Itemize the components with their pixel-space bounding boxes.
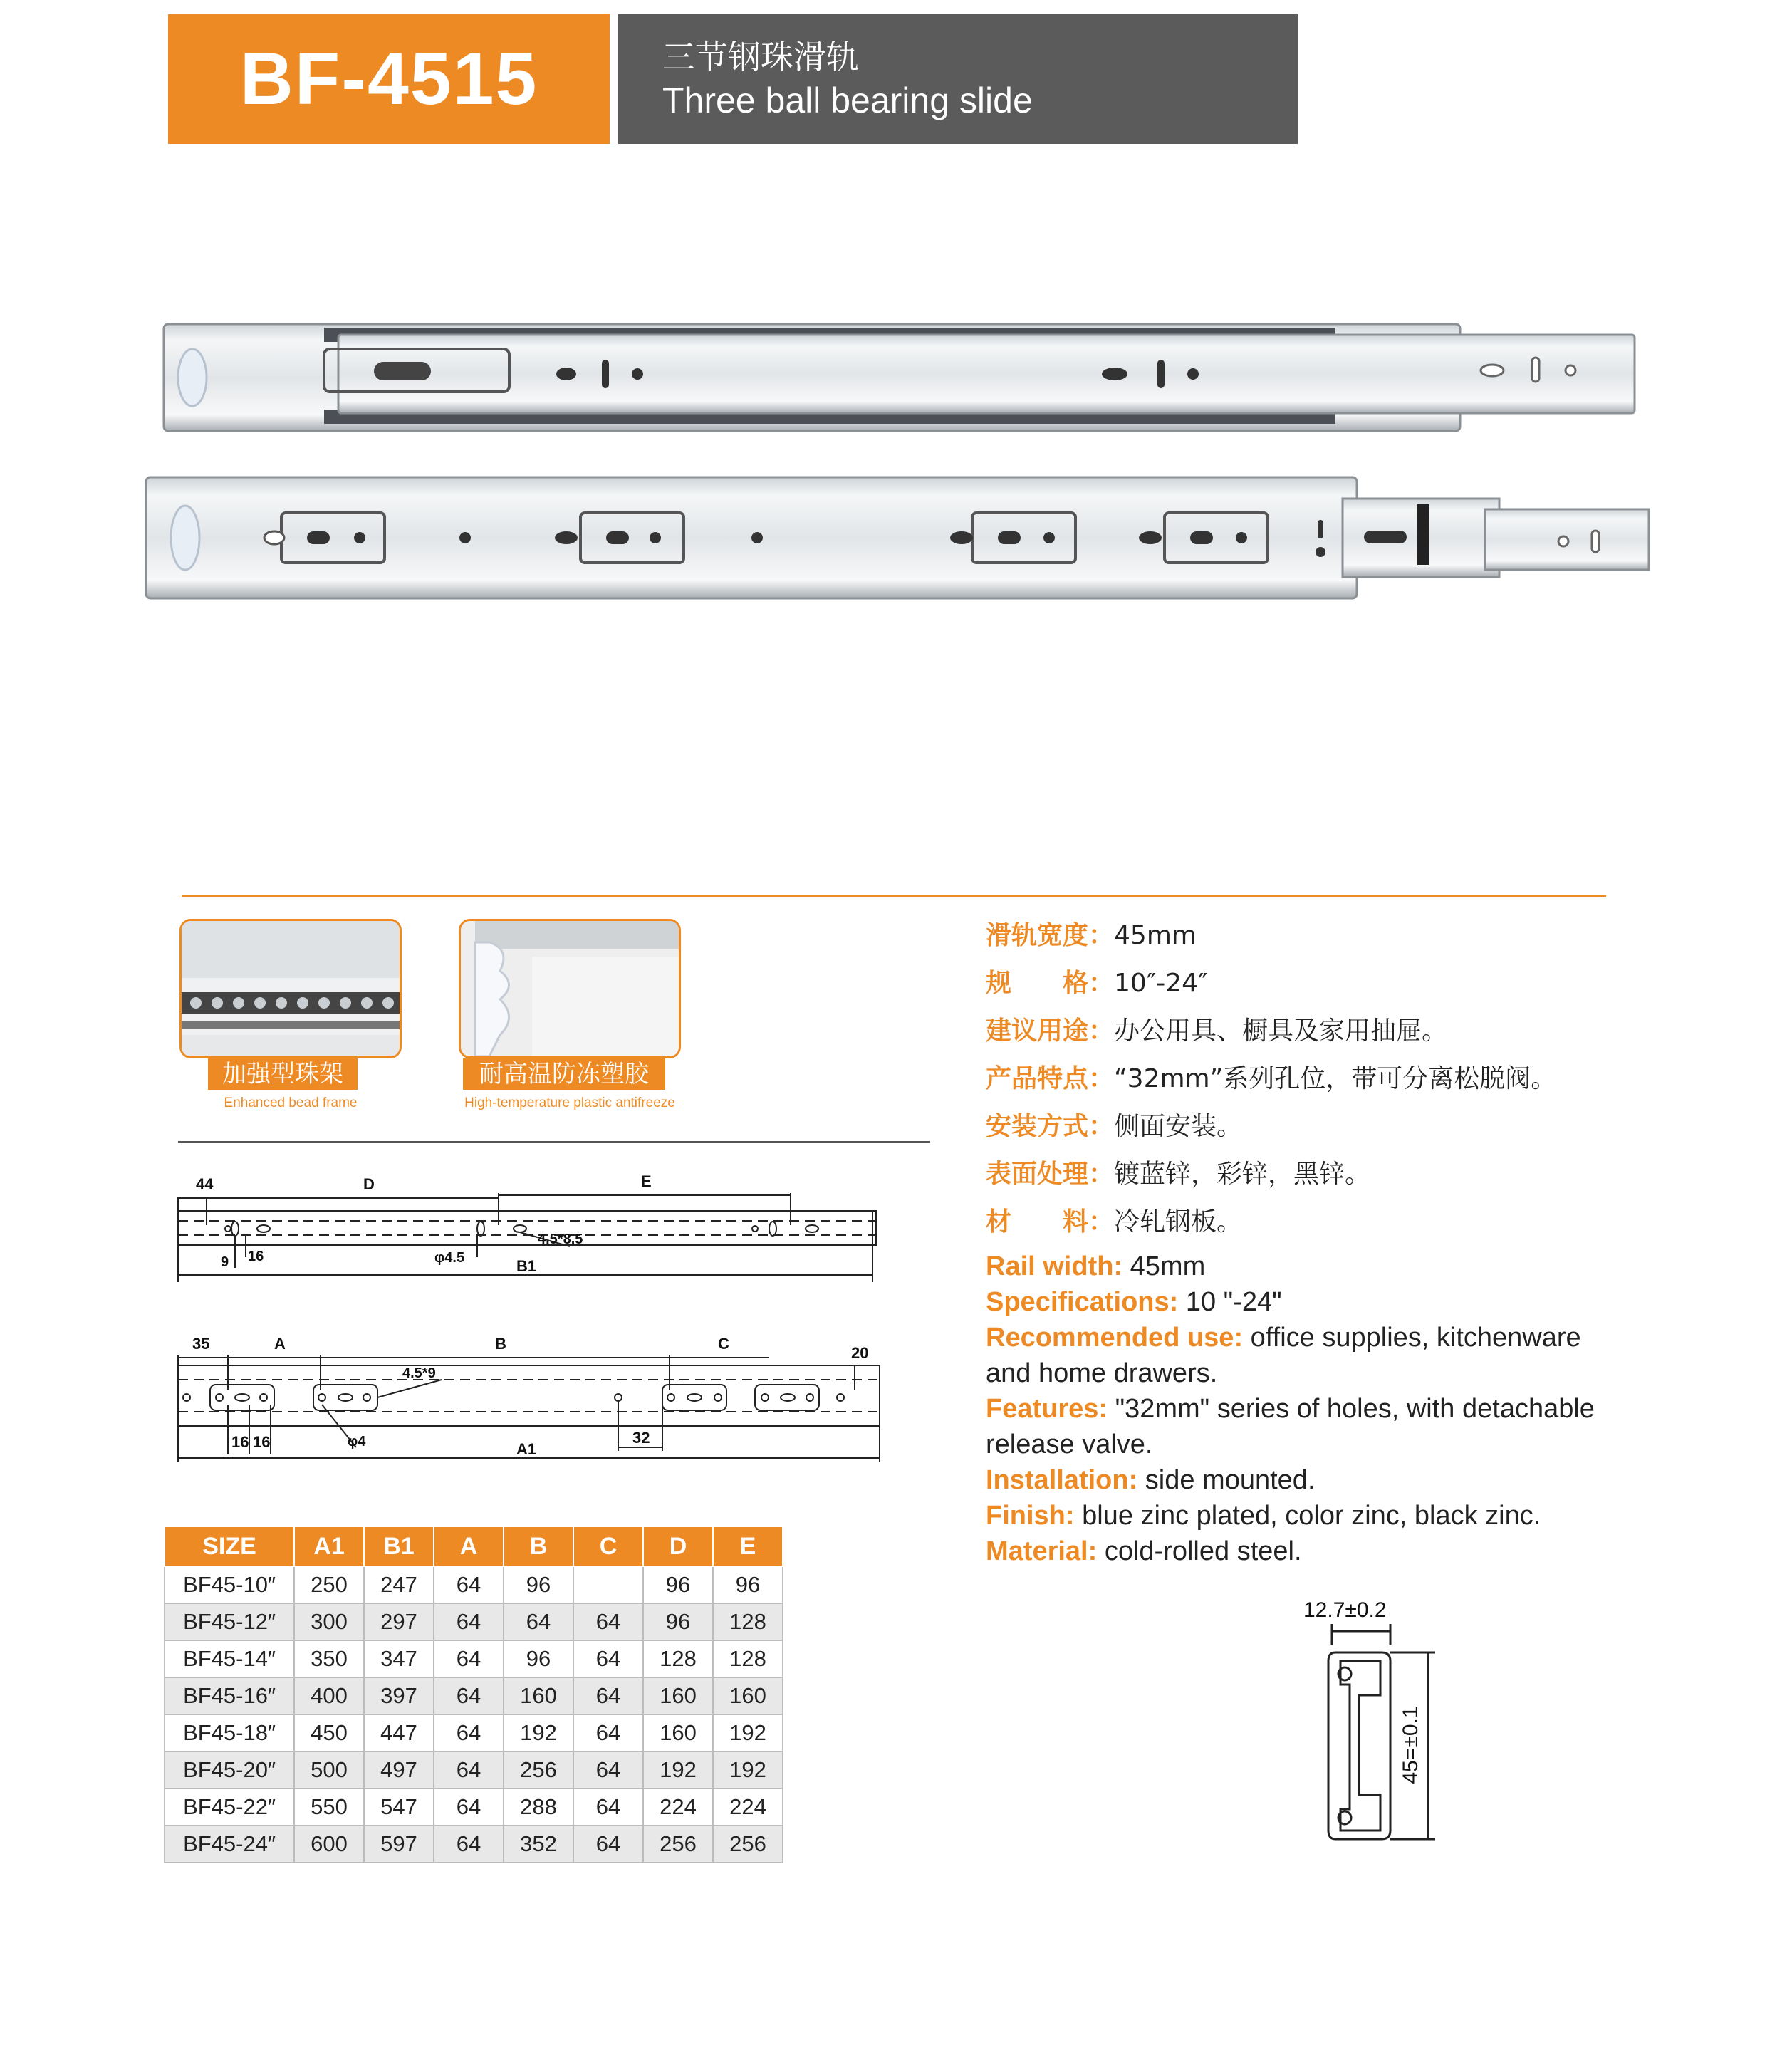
cell: 350 bbox=[294, 1640, 364, 1677]
spec-cn-install bbox=[986, 1106, 1698, 1154]
spec-cn-width bbox=[986, 915, 1698, 963]
cell: BF45-18″ bbox=[165, 1714, 294, 1751]
spec-en-width bbox=[986, 1249, 1627, 1284]
size-table bbox=[164, 1526, 783, 1863]
spec-en-install bbox=[986, 1462, 1627, 1498]
feature-sub-bead-frame: Enhanced bead frame bbox=[224, 1095, 358, 1110]
cell: 64 bbox=[573, 1714, 643, 1751]
dim-44: 44 bbox=[196, 1175, 214, 1193]
cell: 160 bbox=[713, 1677, 783, 1714]
bead-frame-thumbnail bbox=[179, 919, 402, 1058]
dim-35: 35 bbox=[192, 1335, 210, 1353]
spec-en-size bbox=[986, 1284, 1627, 1320]
cell: 500 bbox=[294, 1751, 364, 1789]
model-number: BF-4515 bbox=[239, 38, 538, 120]
cell: 300 bbox=[294, 1603, 364, 1640]
section-height-label: 45=±0.1 bbox=[1399, 1706, 1422, 1784]
cell: 347 bbox=[364, 1640, 434, 1677]
cell: 64 bbox=[434, 1640, 504, 1677]
dim-16-right: 16 bbox=[253, 1433, 271, 1451]
spec-key: 安装方式： bbox=[986, 1112, 1115, 1141]
col-d: D bbox=[643, 1526, 713, 1566]
spec-key: Specifications: bbox=[986, 1287, 1179, 1317]
cell: 247 bbox=[364, 1566, 434, 1603]
cell: 64 bbox=[434, 1826, 504, 1863]
spec-list-chinese bbox=[986, 915, 1698, 1249]
spec-value: 45mm bbox=[1114, 921, 1197, 950]
cell: BF45-10″ bbox=[165, 1566, 294, 1603]
col-b1: B1 bbox=[364, 1526, 434, 1566]
spec-value: "32mm" series of holes, with detachable release valve. bbox=[986, 1394, 1595, 1459]
spec-value: 侧面安装。 bbox=[1114, 1112, 1243, 1141]
cell: 224 bbox=[713, 1789, 783, 1826]
spec-value: 冷轧钢板。 bbox=[1114, 1207, 1243, 1237]
cell: 64 bbox=[573, 1789, 643, 1826]
spec-value: office supplies, kitchenware and home drawers. bbox=[986, 1323, 1581, 1388]
dim-E: E bbox=[641, 1172, 652, 1190]
dim-B1: B1 bbox=[516, 1257, 537, 1275]
dim-phi4: φ4 bbox=[348, 1434, 366, 1449]
drawing-inner-rail bbox=[171, 1168, 883, 1296]
cell: 160 bbox=[643, 1714, 713, 1751]
dim-A: A bbox=[274, 1335, 286, 1353]
spec-cn-size bbox=[986, 963, 1698, 1011]
cell: 64 bbox=[573, 1826, 643, 1863]
dim-16-left: 16 bbox=[231, 1433, 249, 1451]
drawing-divider bbox=[178, 1141, 930, 1143]
spec-value: “32mm”系列孔位，带可分离松脱阀。 bbox=[1114, 1064, 1557, 1093]
spec-value: 办公用具、橱具及家用抽屉。 bbox=[1114, 1016, 1448, 1046]
spec-key: Rail width: bbox=[986, 1251, 1123, 1281]
drawing-outer-rail bbox=[171, 1326, 883, 1469]
table-row bbox=[165, 1640, 783, 1677]
cell: 192 bbox=[713, 1751, 783, 1789]
spec-key: 规 格： bbox=[986, 969, 1115, 998]
cell: 64 bbox=[573, 1677, 643, 1714]
plastic-thumbnail bbox=[459, 919, 681, 1058]
spec-en-material bbox=[986, 1534, 1627, 1569]
cell: 288 bbox=[504, 1789, 573, 1826]
rail-extended bbox=[146, 477, 1649, 598]
spec-key: 建议用途： bbox=[986, 1016, 1115, 1046]
spec-value: 45mm bbox=[1122, 1251, 1206, 1281]
table-row bbox=[165, 1566, 783, 1603]
table-row bbox=[165, 1751, 783, 1789]
section-divider bbox=[182, 895, 1606, 897]
spec-value: 10″-24″ bbox=[1114, 969, 1208, 998]
cell: 497 bbox=[364, 1751, 434, 1789]
cell: 96 bbox=[504, 1566, 573, 1603]
cell: 192 bbox=[713, 1714, 783, 1751]
table-row bbox=[165, 1826, 783, 1863]
cell: 128 bbox=[643, 1640, 713, 1677]
spec-value: 镀蓝锌，彩锌，黑锌。 bbox=[1114, 1160, 1371, 1189]
title-chinese: 三节钢珠滑轨 bbox=[662, 38, 859, 76]
cell: 96 bbox=[713, 1566, 783, 1603]
col-b: B bbox=[504, 1526, 573, 1566]
cell: 352 bbox=[504, 1826, 573, 1863]
cell: 550 bbox=[294, 1789, 364, 1826]
cell: 64 bbox=[434, 1566, 504, 1603]
cell: 64 bbox=[434, 1603, 504, 1640]
dim-9: 9 bbox=[221, 1254, 229, 1270]
rail-closed bbox=[164, 324, 1635, 431]
cell: BF45-20″ bbox=[165, 1751, 294, 1789]
cell: 96 bbox=[643, 1566, 713, 1603]
title-english: Three ball bearing slide bbox=[662, 80, 1033, 120]
spec-key: 滑轨宽度： bbox=[986, 921, 1115, 950]
cell: 297 bbox=[364, 1603, 434, 1640]
table-header-row bbox=[165, 1526, 783, 1566]
spec-key: 表面处理： bbox=[986, 1160, 1115, 1189]
spec-cn-features bbox=[986, 1058, 1698, 1106]
cell: 256 bbox=[713, 1826, 783, 1863]
col-a: A bbox=[434, 1526, 504, 1566]
cell: 128 bbox=[713, 1640, 783, 1677]
dim-16: 16 bbox=[248, 1249, 264, 1264]
spec-value: cold-rolled steel. bbox=[1097, 1536, 1302, 1566]
table-row bbox=[165, 1789, 783, 1826]
col-e: E bbox=[713, 1526, 783, 1566]
spec-cn-material bbox=[986, 1202, 1698, 1249]
dim-C: C bbox=[718, 1335, 729, 1353]
cell: 64 bbox=[504, 1603, 573, 1640]
spec-key: 材 料： bbox=[986, 1207, 1115, 1237]
cell: 64 bbox=[573, 1751, 643, 1789]
spec-cn-finish bbox=[986, 1154, 1698, 1202]
spec-en-features bbox=[986, 1391, 1627, 1462]
spec-value: side mounted. bbox=[1137, 1465, 1316, 1495]
spec-cn-use bbox=[986, 1011, 1698, 1058]
cell: 250 bbox=[294, 1566, 364, 1603]
spec-key: 产品特点： bbox=[986, 1064, 1115, 1093]
cell: 64 bbox=[434, 1714, 504, 1751]
cell: 224 bbox=[643, 1789, 713, 1826]
cell: 397 bbox=[364, 1677, 434, 1714]
cell: 64 bbox=[434, 1789, 504, 1826]
col-a1: A1 bbox=[294, 1526, 364, 1566]
cell: BF45-14″ bbox=[165, 1640, 294, 1677]
spec-en-finish bbox=[986, 1498, 1627, 1534]
col-c: C bbox=[573, 1526, 643, 1566]
cell: 192 bbox=[643, 1751, 713, 1789]
cell: 96 bbox=[643, 1603, 713, 1640]
cell: 64 bbox=[434, 1677, 504, 1714]
cell: 64 bbox=[573, 1603, 643, 1640]
cell: 450 bbox=[294, 1714, 364, 1751]
cell: BF45-16″ bbox=[165, 1677, 294, 1714]
spec-value: 10 "-24" bbox=[1178, 1287, 1282, 1317]
col-size: SIZE bbox=[165, 1526, 294, 1566]
spec-key: Recommended use: bbox=[986, 1323, 1244, 1353]
spec-en-use bbox=[986, 1320, 1627, 1391]
dim-D: D bbox=[363, 1175, 375, 1193]
spec-value: blue zinc plated, color zinc, black zinc. bbox=[1074, 1501, 1541, 1531]
dim-A1: A1 bbox=[516, 1440, 537, 1458]
cell: 600 bbox=[294, 1826, 364, 1863]
spec-key: Material: bbox=[986, 1536, 1098, 1566]
feature-sub-plastic: High-temperature plastic antifreeze bbox=[464, 1095, 675, 1110]
cell: BF45-22″ bbox=[165, 1789, 294, 1826]
table-row bbox=[165, 1714, 783, 1751]
cell: BF45-12″ bbox=[165, 1603, 294, 1640]
spec-key: Finish: bbox=[986, 1501, 1075, 1531]
cell: 256 bbox=[504, 1751, 573, 1789]
product-photo bbox=[132, 306, 1656, 620]
cross-section-drawing bbox=[1296, 1595, 1481, 1866]
cell: 160 bbox=[504, 1677, 573, 1714]
dim-slot-4-5x9: 4.5*9 bbox=[402, 1365, 436, 1381]
cell: 192 bbox=[504, 1714, 573, 1751]
spec-key: Features: bbox=[986, 1394, 1108, 1424]
cell: 64 bbox=[573, 1640, 643, 1677]
feature-label-bead-frame: 加强型珠架 bbox=[208, 1058, 358, 1090]
table-row bbox=[165, 1603, 783, 1640]
cell: BF45-24″ bbox=[165, 1826, 294, 1863]
table-row bbox=[165, 1677, 783, 1714]
dim-B: B bbox=[495, 1335, 506, 1353]
dim-32: 32 bbox=[632, 1429, 650, 1447]
dim-20: 20 bbox=[851, 1344, 869, 1362]
cell: 64 bbox=[434, 1751, 504, 1789]
cell: 128 bbox=[713, 1603, 783, 1640]
section-width-label: 12.7±0.2 bbox=[1303, 1598, 1387, 1622]
cell: 597 bbox=[364, 1826, 434, 1863]
cell: 447 bbox=[364, 1714, 434, 1751]
cell: 160 bbox=[643, 1677, 713, 1714]
dim-slot-4-5x8-5: 4.5*8.5 bbox=[538, 1232, 583, 1247]
feature-label-plastic: 耐高温防冻塑胶 bbox=[463, 1058, 665, 1090]
spec-key: Installation: bbox=[986, 1465, 1138, 1495]
spec-list-english bbox=[986, 1249, 1627, 1569]
cell: 400 bbox=[294, 1677, 364, 1714]
cell bbox=[573, 1566, 643, 1603]
cell: 547 bbox=[364, 1789, 434, 1826]
dim-phi4-5: φ4.5 bbox=[434, 1250, 465, 1266]
cell: 96 bbox=[504, 1640, 573, 1677]
cell: 256 bbox=[643, 1826, 713, 1863]
